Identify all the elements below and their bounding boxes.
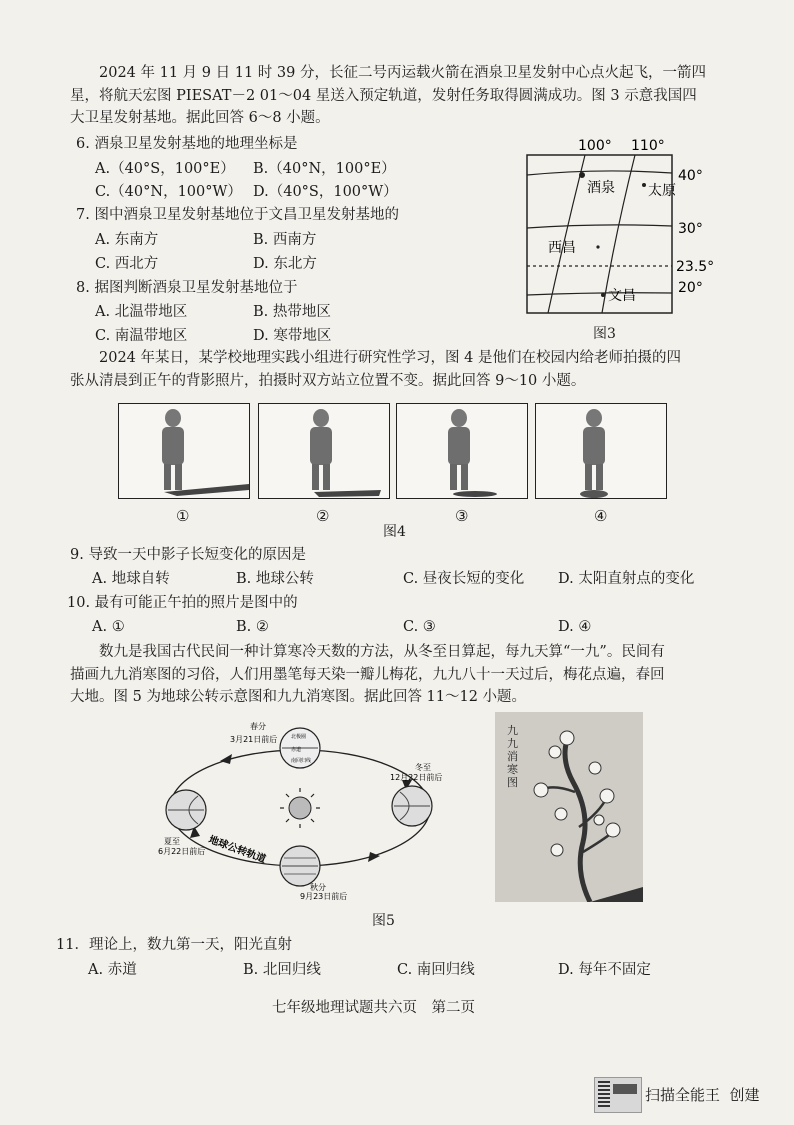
svg-text:赤道: 赤道 [291, 747, 302, 753]
figure-4-photo-3 [396, 403, 528, 499]
intro-paragraph-1 [70, 62, 720, 130]
q8-option-a[interactable]: A. 北温带地区 [95, 304, 188, 320]
q11-option-c[interactable]: C. 南回归线 [397, 962, 475, 978]
q9-option-b[interactable]: B. 地球公转 [236, 571, 314, 587]
intro-line: 张从清晨到正午的背影照片，拍摄时双方站立位置不变。据此回答 9～10 小题。 [70, 372, 586, 389]
q6-option-b[interactable]: B.（40°N，100°E） [253, 161, 396, 177]
q10-option-a[interactable]: A. ① [92, 619, 125, 635]
intro-line: 大地。图 5 为地球公转示意图和九九消寒图。据此回答 11～12 小题。 [70, 689, 527, 705]
figure-4-photo-4 [535, 403, 667, 499]
label-summer-date: 6月22日前后 [158, 847, 206, 856]
q8-option-d[interactable]: D. 寒带地区 [253, 328, 332, 344]
q10-option-d[interactable]: D. ④ [558, 619, 592, 635]
label-summer: 夏至 [164, 837, 180, 846]
label-spring-date: 3月21日前后 [230, 735, 278, 744]
figure-5-orbit-diagram [150, 718, 450, 903]
q7-option-c[interactable]: C. 西北方 [95, 256, 159, 272]
svg-text:北极圈: 北极圈 [291, 734, 307, 740]
intro-paragraph-3 [70, 641, 720, 709]
fig3-label-jiuquan: 酒泉 [587, 180, 615, 196]
figure-3-caption: 图3 [593, 326, 616, 342]
label-winter-date: 12月22日前后 [390, 773, 443, 782]
q7-stem: 7. 图中酒泉卫星发射基地位于文昌卫星发射基地的 [76, 207, 399, 223]
fig3-lat-40: 40° [678, 168, 703, 184]
q6-option-d[interactable]: D.（40°S，100°W） [253, 184, 398, 200]
q9-option-a[interactable]: A. 地球自转 [92, 571, 170, 587]
figure-4-photo-1 [118, 403, 250, 499]
intro-line: 数九是我国古代民间一种计算寒冷天数的方法，从冬至日算起，每九天算“一九”。民间有 [99, 644, 665, 660]
scanner-watermark-text: 扫描全能王 创建 [645, 1086, 760, 1104]
scanner-qr-icon [594, 1077, 642, 1113]
intro-line: 2024 年某日，某学校地理实践小组进行研究性学习，图 4 是他们在校园内给老师拍摄的四 [99, 350, 681, 366]
q10-stem: 10. 最有可能正午拍的照片是图中的 [67, 595, 298, 611]
q10-option-c[interactable]: C. ③ [403, 619, 436, 635]
intro-paragraph-2 [70, 347, 720, 392]
fig3-lon-110: 110° [631, 138, 665, 154]
label-autumn: 秋分 [310, 883, 326, 892]
figure-4-label-2: ② [316, 507, 330, 525]
q9-option-d[interactable]: D. 太阳直射点的变化 [558, 571, 695, 587]
fig3-lat-20: 20° [678, 280, 703, 296]
q7-option-b[interactable]: B. 西南方 [253, 232, 317, 248]
q9-stem: 9. 导致一天中影子长短变化的原因是 [70, 547, 306, 563]
hanhan-title: 九九消寒图 [507, 724, 518, 789]
q7-option-d[interactable]: D. 东北方 [253, 256, 317, 272]
q11-option-b[interactable]: B. 北回归线 [243, 962, 321, 978]
page-footer: 七年级地理试题共六页 第二页 [272, 1000, 475, 1016]
label-orbit: 地球公转轨道 [206, 834, 268, 866]
earth-spring-icon [280, 728, 320, 768]
figure-4-label-4: ④ [594, 507, 608, 525]
figure-4-label-3: ③ [455, 507, 469, 525]
earth-winter-icon [392, 786, 432, 826]
intro-line: 2024 年 11 月 9 日 11 时 39 分，长征二号丙运载火箭在酒泉卫星发射中心点火起飞，一箭四 [99, 65, 706, 81]
sun-icon [280, 788, 320, 828]
figure-5-hanhan-chart [495, 712, 643, 902]
fig3-lat-23-5: 23.5° [676, 259, 715, 275]
q11-stem: 11．理论上，数九第一天，阳光直射 [56, 937, 292, 953]
q11-option-d[interactable]: D. 每年不固定 [558, 962, 651, 978]
fig3-label-taiyuan: 太原 [648, 183, 676, 199]
figure-4-label-1: ① [176, 507, 190, 525]
figure-5-caption: 图5 [372, 913, 395, 929]
q6-stem: 6. 酒泉卫星发射基地的地理坐标是 [76, 136, 298, 152]
q8-stem: 8. 据图判断酒泉卫星发射基地位于 [76, 280, 298, 296]
q8-option-b[interactable]: B. 热带地区 [253, 304, 331, 320]
q11-option-a[interactable]: A. 赤道 [88, 962, 137, 978]
label-winter: 冬至 [415, 763, 431, 772]
figure-4-caption: 图4 [383, 524, 406, 540]
q7-option-a[interactable]: A. 东南方 [95, 232, 159, 248]
fig3-lat-30: 30° [678, 221, 703, 237]
earth-autumn-icon [280, 846, 320, 886]
label-autumn-date: 9月23日前后 [300, 892, 348, 901]
fig3-label-xichang: 西昌 [548, 240, 576, 256]
intro-line: 大卫星发射基地。据此回答 6～8 小题。 [70, 110, 330, 126]
label-spring: 春分 [250, 722, 266, 731]
svg-text:南回归线: 南回归线 [291, 758, 312, 764]
figure-4-photo-2 [258, 403, 390, 499]
intro-line: 星，将航天宏图 PIESAT－2 01～04 星送入预定轨道，发射任务取得圆满成功。图 3 示意我国四 [70, 87, 697, 104]
q9-option-c[interactable]: C. 昼夜长短的变化 [403, 571, 525, 587]
earth-summer-icon [166, 790, 206, 830]
intro-line: 描画九九消寒图的习俗，人们用墨笔每天染一瓣儿梅花，九九八十一天过后，梅花点遍，春回 [70, 666, 665, 683]
q6-option-a[interactable]: A.（40°S，100°E） [95, 161, 235, 177]
q8-option-c[interactable]: C. 南温带地区 [95, 328, 188, 344]
fig3-label-wenchang: 文昌 [608, 288, 636, 304]
figure-3-map [510, 135, 725, 335]
q10-option-b[interactable]: B. ② [236, 619, 269, 635]
q6-option-c[interactable]: C.（40°N，100°W） [95, 184, 242, 200]
fig3-lon-100: 100° [578, 138, 612, 154]
